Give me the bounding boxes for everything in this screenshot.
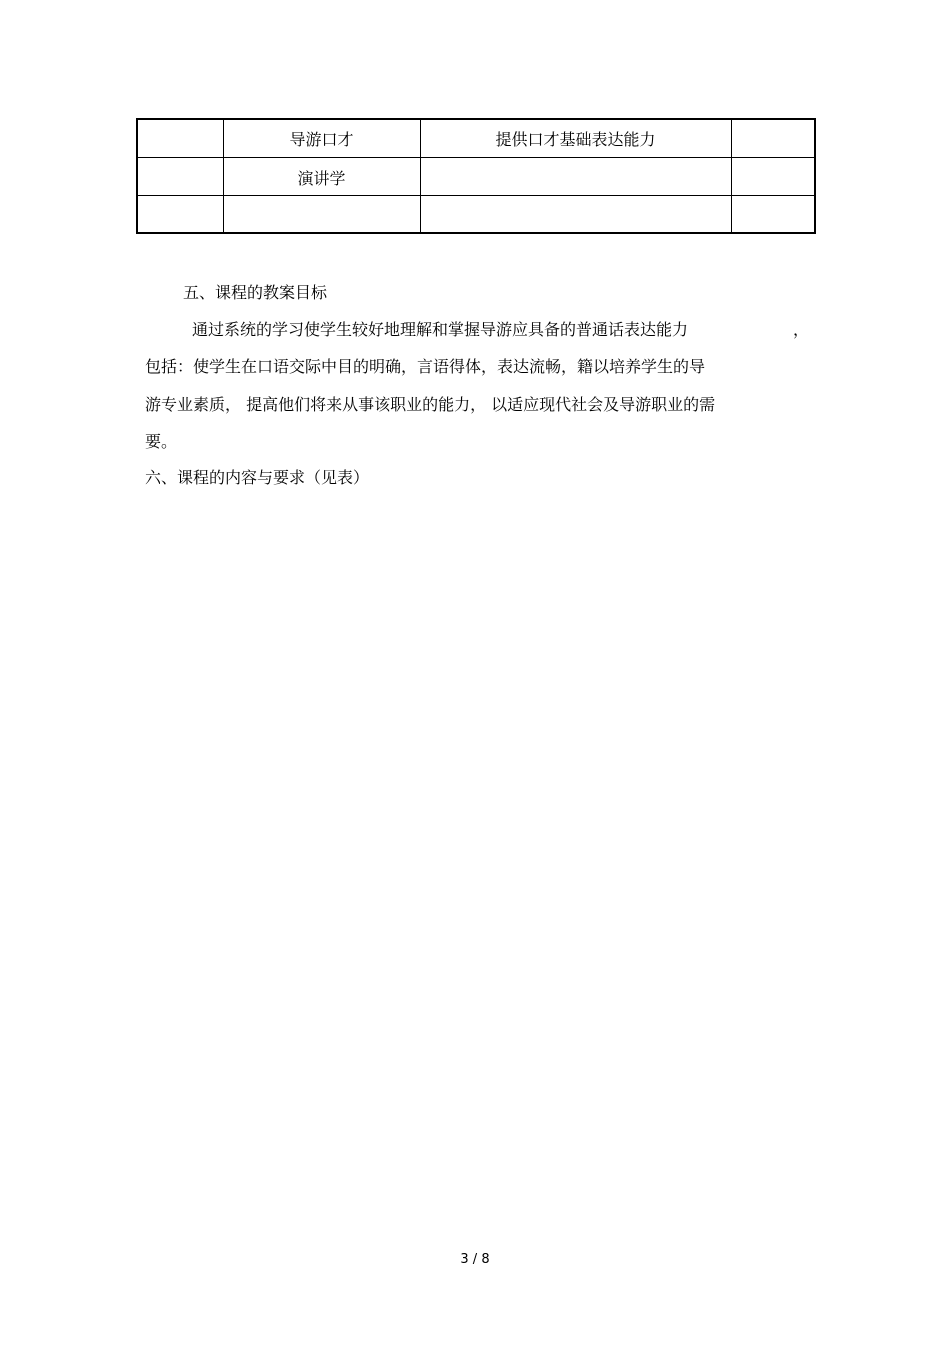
table-cell: 演讲学 (223, 158, 420, 196)
table-cell (731, 158, 815, 196)
table-row (137, 119, 815, 158)
table-cell (731, 196, 815, 234)
table-cell (223, 196, 420, 234)
paragraph-line: 游专业素质， 提高他们将来从事该职业的能力， 以适应现代社会及导游职业的需 (145, 395, 716, 414)
table-row (137, 158, 815, 196)
paragraph-line: 通过系统的学习使学生较好地理解和掌握导游应具备的普通话表达能力 (192, 320, 689, 339)
table-row (137, 196, 815, 234)
paragraph-line: 包括：使学生在口语交际中目的明确，言语得体，表达流畅，籍以培养学生的导 (145, 357, 706, 376)
table-cell (137, 158, 223, 196)
table-cell (731, 119, 815, 158)
section-5-heading: 五、课程的教案目标 (183, 283, 328, 302)
table-cell (420, 196, 731, 234)
table-cell: 提供口才基础表达能力 (420, 119, 731, 158)
page-number: 3 / 8 (460, 1252, 490, 1267)
table-cell (137, 119, 223, 158)
paragraph-line: ， (793, 320, 810, 339)
section-6-heading: 六、课程的内容与要求（见表） (145, 468, 370, 487)
table-cell: 导游口才 (223, 119, 420, 158)
course-table (136, 118, 816, 234)
table-cell (420, 158, 731, 196)
table-cell (137, 196, 223, 234)
paragraph-line: 要。 (145, 432, 178, 451)
